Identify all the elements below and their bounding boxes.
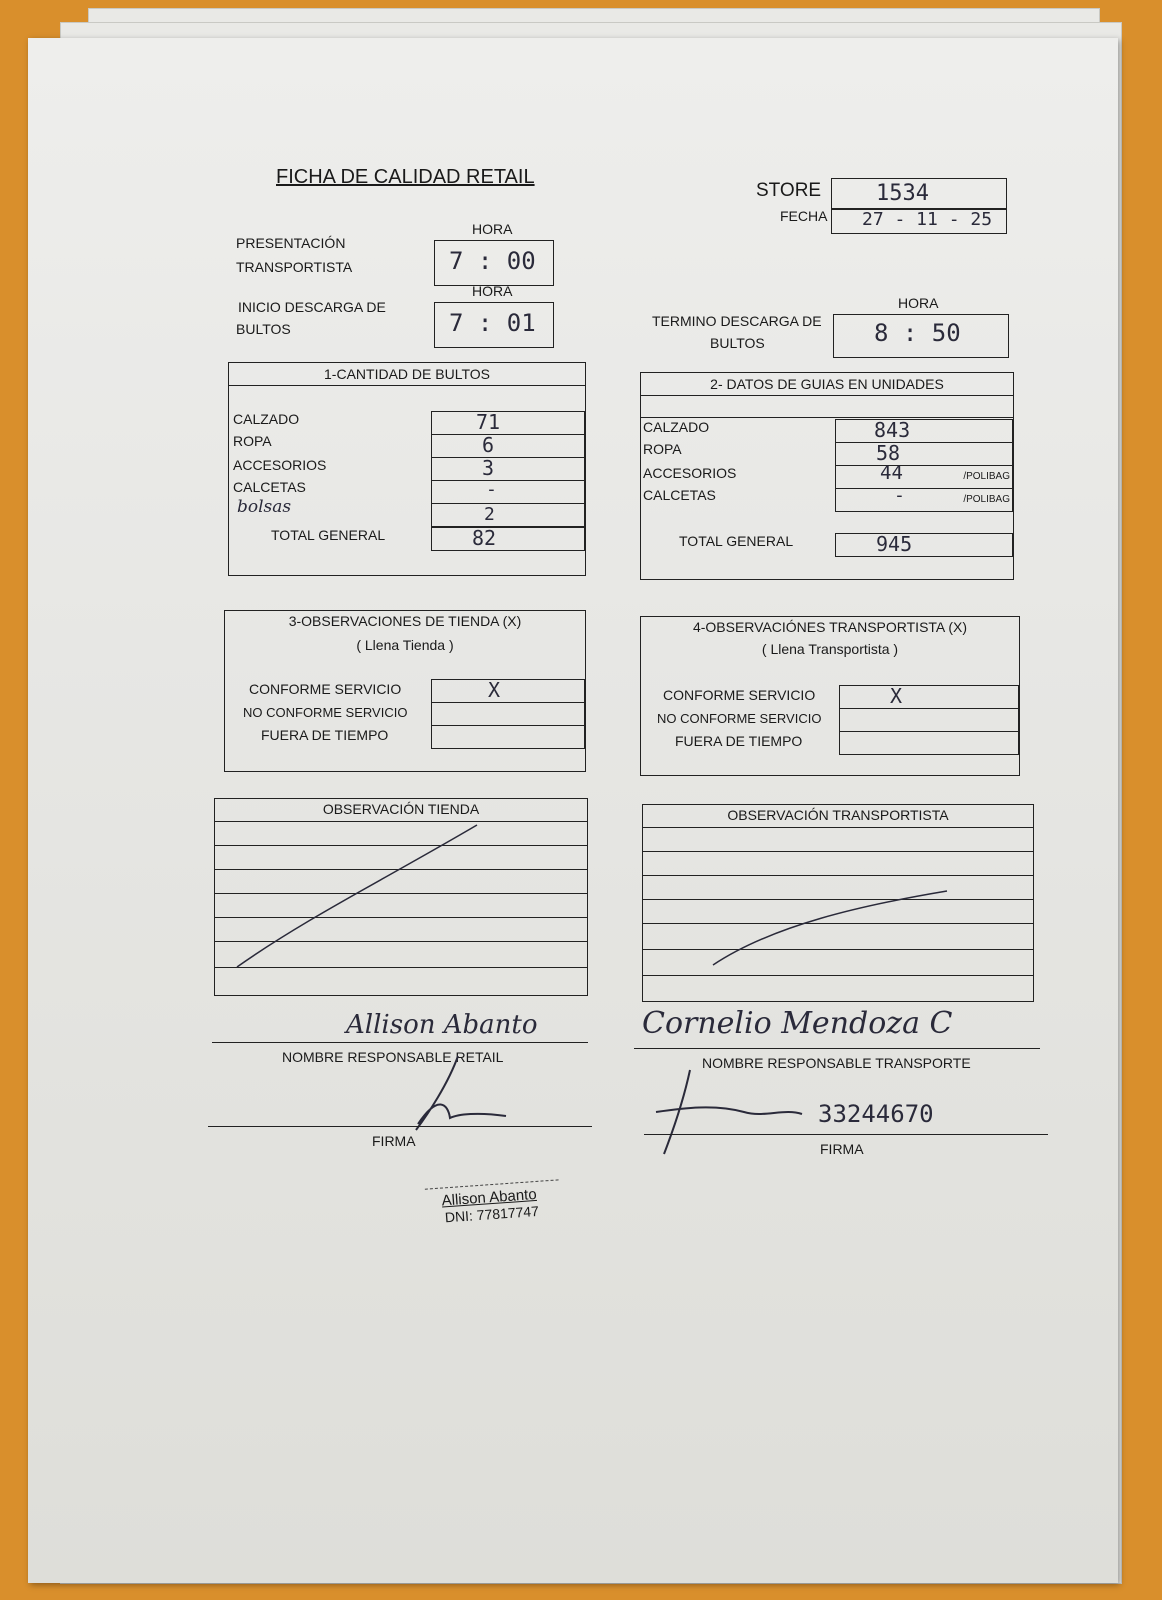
obs-tienda-row-label-no-conforme: NO CONFORME SERVICIO [243, 705, 408, 720]
transporte-firma-line [644, 1134, 1048, 1135]
cantidad-bultos-title: 1-CANTIDAD DE BULTOS [229, 363, 585, 386]
obs-transportista-row-label-no-conforme: NO CONFORME SERVICIO [657, 711, 822, 726]
bultos-row-label-bolsas: bolsas [237, 497, 292, 517]
obs-tienda-subtitle: ( Llena Tienda ) [356, 637, 454, 653]
guias-total-label: TOTAL GENERAL [679, 533, 794, 549]
bultos-row-label-calcetas: CALCETAS [233, 479, 306, 495]
transporte-firma-label: FIRMA [820, 1141, 864, 1157]
retail-name-line [212, 1042, 588, 1043]
fecha-field [831, 208, 1007, 234]
obs-transportista-subtitle: ( Llena Transportista ) [761, 641, 899, 657]
inicio-value: 7 : 01 [449, 309, 536, 337]
retail-signature-icon [388, 1054, 508, 1134]
obs-tienda-title: 3-OBSERVACIONES DE TIENDA (X) [288, 613, 522, 629]
inicio-label-1: INICIO DESCARGA DE [238, 299, 386, 315]
guias-row-label-ropa: ROPA [643, 441, 682, 457]
bultos-value-cell-calzado [431, 411, 585, 435]
hora-label-1: HORA [472, 221, 513, 237]
stamp-dni: DNI: 77817747 [444, 1202, 540, 1226]
form-sheet [28, 38, 1118, 1583]
guias-unit-accesorios: /POLIBAG [963, 471, 1010, 482]
guias-row-label-accesorios: ACCESORIOS [643, 465, 737, 481]
hora-label-3: HORA [898, 295, 939, 311]
inicio-field [434, 302, 554, 348]
obs-tienda-section [224, 610, 586, 772]
guias-value-cell-ropa [835, 442, 1013, 466]
guias-row-label-calcetas: CALCETAS [643, 487, 716, 503]
store-field [831, 178, 1007, 210]
obs-tienda-check-conforme [431, 679, 585, 703]
observacion-tienda-title: OBSERVACIÓN TIENDA [322, 801, 480, 817]
fecha-value: 27 - 11 - 25 [862, 209, 993, 230]
observacion-transportista-title: OBSERVACIÓN TRANSPORTISTA [727, 807, 949, 823]
transporte-name-handwritten: Cornelio Mendoza C [642, 1006, 953, 1041]
obs-transportista-row-label-fuera-tiempo: FUERA DE TIEMPO [675, 733, 803, 749]
bultos-row-label-accesorios: ACCESORIOS [233, 457, 327, 473]
bultos-value-calzado: 71 [476, 410, 501, 434]
observacion-transportista-box [642, 804, 1034, 1002]
guias-value-cell-calzado [835, 419, 1013, 443]
obs-transportista-row-label-conforme: CONFORME SERVICIO [663, 687, 816, 703]
bultos-row-label-ropa: ROPA [233, 433, 272, 449]
guias-value-accesorios: 44 [880, 462, 903, 484]
bultos-value-cell-accesorios [431, 457, 585, 481]
presentacion-value: 7 : 00 [449, 247, 536, 275]
datos-guias-section [640, 372, 1014, 580]
observacion-tienda-box [214, 798, 588, 996]
fecha-label: FECHA [780, 208, 828, 224]
obs-tienda-check-no-conforme [431, 702, 585, 726]
guias-value-cell-calcetas [835, 485, 1013, 512]
transporte-name-label: NOMBRE RESPONSABLE TRANSPORTE [702, 1055, 971, 1071]
obs-transportista-title: 4-OBSERVACIÓNES TRANSPORTISTA (X) [692, 619, 968, 635]
retail-name-handwritten: Allison Abanto [346, 1010, 538, 1040]
guias-value-ropa: 58 [876, 441, 901, 465]
guias-total-cell [835, 533, 1013, 557]
guias-value-calcetas: - [894, 485, 905, 506]
hora-label-2: HORA [472, 283, 513, 299]
retail-firma-line [208, 1126, 592, 1127]
termino-label-2: BULTOS [710, 335, 765, 351]
guias-total-value: 945 [876, 532, 913, 556]
transporte-signature-icon [654, 1068, 804, 1158]
stamp-name: Allison Abanto [441, 1185, 538, 1210]
obs-transportista-check-conforme [839, 685, 1019, 709]
termino-field [833, 314, 1009, 358]
retail-name-label: NOMBRE RESPONSABLE RETAIL [282, 1049, 504, 1065]
termino-value: 8 : 50 [874, 319, 961, 347]
store-label: STORE [756, 180, 822, 201]
presentacion-label-2: TRANSPORTISTA [236, 259, 353, 275]
obs-tienda-check-fuera-tiempo [431, 725, 585, 749]
bultos-value-ropa: 6 [482, 433, 495, 457]
transporte-dni-handwritten: 33244670 [818, 1100, 934, 1128]
obs-transportista-check-no-conforme [839, 708, 1019, 732]
bultos-value-calcetas: - [486, 479, 497, 500]
observacion-tienda-strike-line [215, 799, 587, 995]
obs-tienda-row-label-conforme: CONFORME SERVICIO [249, 681, 402, 697]
obs-transportista-check-fuera-tiempo [839, 731, 1019, 755]
bultos-total-label: TOTAL GENERAL [271, 527, 386, 543]
obs-tienda-row-label-fuera-tiempo: FUERA DE TIEMPO [261, 727, 389, 743]
obs-transportista-section [640, 616, 1020, 776]
obs-transportista-mark-conforme: X [890, 684, 903, 708]
datos-guias-title: 2- DATOS DE GUIAS EN UNIDADES [641, 373, 1013, 396]
presentacion-label-1: PRESENTACIÓN [236, 235, 346, 251]
guias-unit-calcetas: /POLIBAG [963, 494, 1010, 505]
guias-row-label-calzado: CALZADO [643, 419, 710, 435]
cantidad-bultos-section [228, 362, 586, 576]
termino-label-1: TERMINO DESCARGA DE [652, 313, 822, 329]
retail-stamp [425, 1179, 561, 1226]
bultos-total-value: 82 [472, 526, 497, 550]
bultos-value-accesorios: 3 [482, 456, 495, 480]
obs-tienda-mark-conforme: X [488, 678, 501, 702]
bultos-value-cell-calcetas [431, 480, 585, 504]
bultos-row-label-calzado: CALZADO [233, 411, 300, 427]
bultos-value-cell-bolsas [431, 503, 585, 527]
guias-value-cell-accesorios [835, 462, 1013, 489]
store-value: 1534 [876, 181, 929, 206]
inicio-label-2: BULTOS [236, 321, 291, 337]
datos-guias-title-rule [641, 417, 1013, 418]
observacion-transportista-strike-line [643, 805, 1033, 1001]
bultos-total-cell [431, 527, 585, 551]
bultos-value-bolsas: 2 [484, 504, 495, 525]
form-title: FICHA DE CALIDAD RETAIL [276, 166, 535, 188]
guias-value-calzado: 843 [874, 418, 911, 442]
transporte-name-line [634, 1048, 1040, 1049]
retail-firma-label: FIRMA [372, 1133, 416, 1149]
bultos-value-cell-ropa [431, 434, 585, 458]
